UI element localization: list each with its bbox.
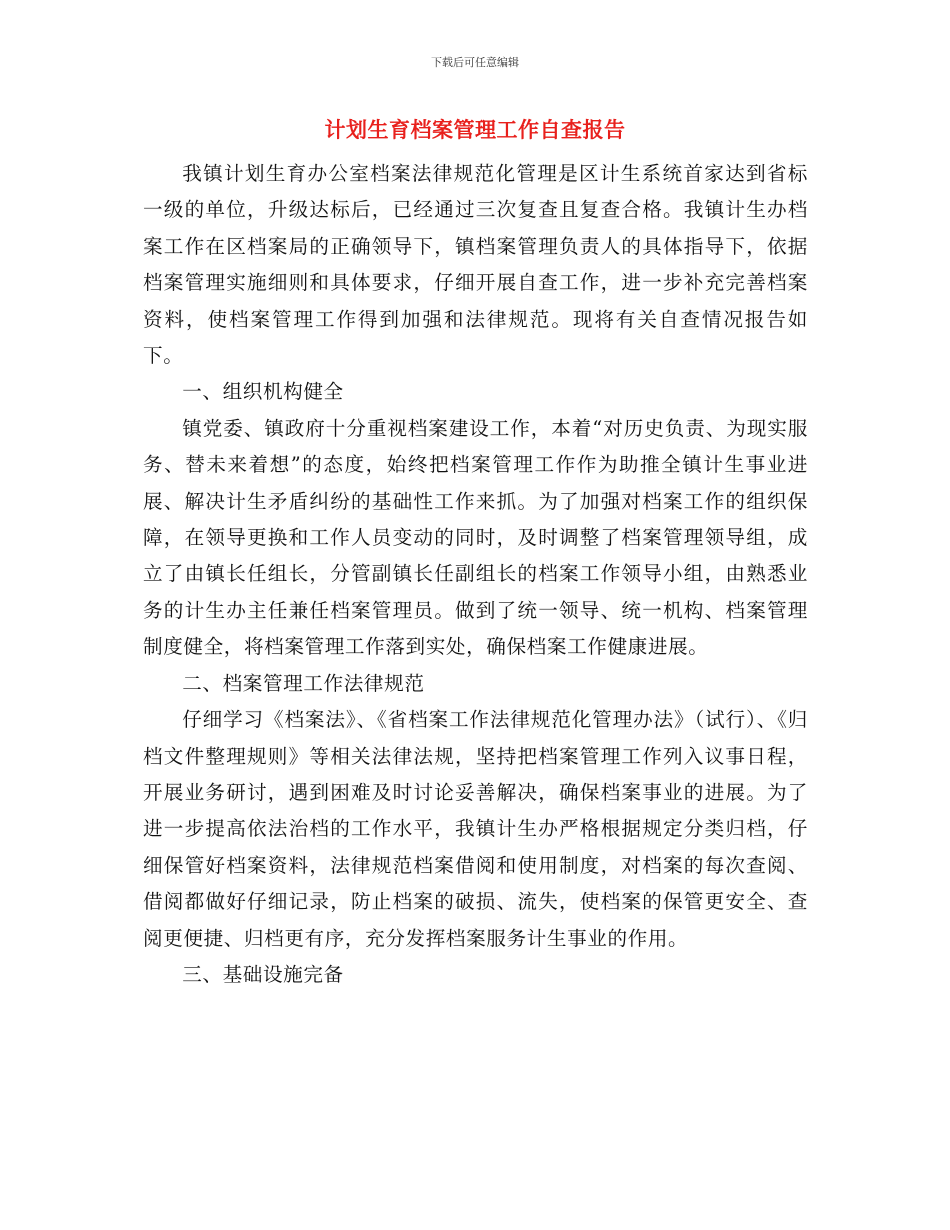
section-heading-2: 二、档案管理工作法律规范 (182, 671, 425, 695)
document-body (143, 156, 808, 993)
header-note: 下载后可任意编辑 (431, 56, 519, 69)
section-heading-1: 一、组织机构健全 (182, 380, 344, 404)
paragraph-intro: 我镇计划生育办公室档案法律规范化管理是区计生系统首家达到省标一级的单位，升级达标后，已经通过三次复查且复查合格。我镇计生办档案工作在区档案局的正确领导下，镇档案管理负责人的具体指导下，依据档案管理实施细则和具体要求，仔细开展自查工作，进一步补充完善档案资料，使档案管理工作得到加强和法律规范。现将有关自查情况报告如下。 (143, 162, 808, 368)
section-heading-3: 三、基础设施完备 (182, 962, 344, 986)
paragraph-section-2: 仔细学习《档案法》、《省档案工作法律规范化管理办法》（试行）、《归档文件整理规则》等相关法律法规，坚持把档案管理工作列入议事日程，开展业务研讨，遇到困难及时讨论妥善解决，确保档案事业的进展。为了进一步提高依法治档的工作水平，我镇计生办严格根据规定分类归档，仔细保管好档案资料，法律规范档案借阅和使用制度，对档案的每次查阅、借阅都做好仔细记录，防止档案的破损、流失，使档案的保管更安全、查阅更便捷、归档更有序，充分发挥档案服务计生事业的作用。 (143, 708, 808, 950)
paragraph-section-1: 镇党委、镇政府十分重视档案建设工作，本着“对历史负责、为现实服务、替未来着想”的态度，始终把档案管理工作作为助推全镇计生事业进展、解决计生矛盾纠纷的基础性工作来抓。为了加强对档案工作的组织保障，在领导更换和工作人员变动的同时，及时调整了档案管理领导组，成立了由镇长任组长，分管副镇长任副组长的档案工作领导小组，由熟悉业务的计生办主任兼任档案管理员。做到了统一领导、统一机构、档案管理制度健全，将档案管理工作落到实处，确保档案工作健康进展。 (143, 416, 808, 659)
document-title: 计划生育档案管理工作自查报告 (324, 118, 626, 142)
